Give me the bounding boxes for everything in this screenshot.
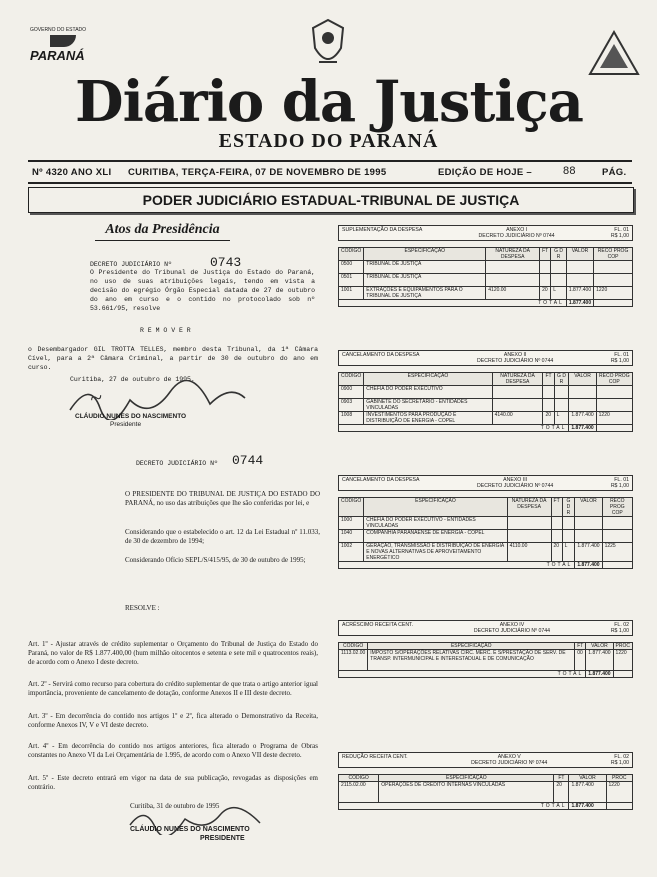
decree-1-signer: CLÁUDIO NUNES DO NASCIMENTO <box>75 413 187 420</box>
anexo5-folio: FL. 02 <box>614 754 629 760</box>
anexo3-col-header: RECO PROG COP <box>602 498 632 517</box>
anexo2-table <box>338 372 633 432</box>
anexo1-cell: 0501 <box>339 274 364 287</box>
anexo3-cell <box>551 517 562 530</box>
anexo1-cell: 20 <box>540 287 551 300</box>
anexo4-col-header: VALOR <box>586 643 613 650</box>
masthead-title: Diário da Justiça <box>75 69 583 135</box>
anexo2-cell <box>569 386 596 399</box>
anexo2-title: ANEXO II <box>503 352 527 358</box>
anexo3-cell <box>602 530 632 543</box>
anexo2-row <box>339 399 633 412</box>
anexo4-cell: 1113.02.00 <box>339 650 368 671</box>
anexo4-header-right <box>611 622 629 634</box>
decree-2-role: PRESIDENTE <box>200 835 245 842</box>
anexo3-col-header: ESPECIFICAÇÃO <box>364 498 507 517</box>
anexo3-cell <box>507 517 551 530</box>
anexo3-cell <box>562 517 575 530</box>
anexo4-total-label: TOTAL <box>339 671 586 678</box>
anexo5-col-header: PROC <box>606 775 632 782</box>
anexo4-col-header: ESPECIFICAÇÃO <box>368 643 575 650</box>
anexo3-row <box>339 543 633 562</box>
anexo3-unit: R$ 1,00 <box>610 483 629 489</box>
decree-1-body: O Presidente do Tribunal de Justiça do Estado do Paraná, no uso de suas atribuições legais, tendo em vista a decisão do egrégio Órgão Especial datada de 27 de outubro do ano em curso e o contido no protocolado sob nº 53.661/95, resolve <box>90 269 315 312</box>
anexo4-col-header: FT <box>575 643 586 650</box>
anexo1-table <box>338 247 633 307</box>
anexo1-header-mid <box>479 227 555 239</box>
anexo3-cell: 1.877.400 <box>575 543 602 562</box>
anexo2-total-empty <box>596 425 632 432</box>
anexo5-header-mid <box>471 754 547 766</box>
anexo5-row <box>339 782 633 803</box>
decree-1-role: Presidente <box>110 421 142 428</box>
anexo3-cell: 1002 <box>339 543 364 562</box>
anexo4-col-header: PROC <box>613 643 632 650</box>
issue-number: Nº 4320 ANO XLI <box>32 167 112 178</box>
anexo2-row <box>339 412 633 425</box>
annex-3 <box>338 475 633 569</box>
anexo1-col-header: ESPECIFICAÇÃO <box>364 248 486 261</box>
anexo3-col-header: NATUREZA DA DESPESA <box>507 498 551 517</box>
anexo1-col-header: NATUREZA DA DESPESA <box>486 248 540 261</box>
anexo5-title: ANEXO V <box>497 754 521 760</box>
anexo5-total-empty <box>606 803 632 810</box>
anexo3-cell <box>562 530 575 543</box>
anexo1-total-label: TOTAL <box>339 300 567 307</box>
anexo3-total-row <box>339 562 633 569</box>
anexo3-col-header: FT <box>551 498 562 517</box>
anexo5-total-value: 1.877.400 <box>569 803 606 810</box>
anexo4-header-mid <box>474 622 550 634</box>
anexo1-col-header: RECO PROG COP <box>594 248 633 261</box>
anexo3-cell: COMPANHIA PARANAENSE DE ENERGIA - COPEL <box>364 530 507 543</box>
anexo2-cell <box>554 399 569 412</box>
decree-2-c2: Considerando Ofício SEPL/S/415/95, de 30 de outubro de 1995; <box>125 556 306 564</box>
anexo1-total-empty <box>594 300 633 307</box>
anexo3-folio: FL. 01 <box>614 477 629 483</box>
anexo2-decree: DECRETO JUDICIÁRIO Nº 0744 <box>477 358 554 364</box>
anexo3-row <box>339 530 633 543</box>
anexo4-type: ACRÉSCIMO RECEITA CENT. <box>342 622 414 628</box>
anexo2-cell <box>492 386 543 399</box>
edition-label: EDIÇÃO DE HOJE – <box>438 167 533 178</box>
anexo1-cell: 4120.00 <box>486 287 540 300</box>
decree-2-signer: CLÁUDIO NUNES DO NASCIMENTO <box>130 826 250 833</box>
anexo2-col-header: G D R <box>554 373 569 386</box>
decree-2-label: DECRETO JUDICIÁRIO Nº <box>136 460 218 467</box>
anexo3-cell: 4110.00 <box>507 543 551 562</box>
anexo5-total-row <box>339 803 633 810</box>
anexo2-cell: CHEFIA DO PODER EXECUTIVO <box>364 386 492 399</box>
anexo1-cell <box>540 261 551 274</box>
anexo1-cell <box>540 274 551 287</box>
anexo2-total-label: TOTAL <box>339 425 569 432</box>
anexo1-header-right <box>611 227 629 239</box>
anexo2-col-header: FT <box>543 373 554 386</box>
anexo2-cell: 1008 <box>339 412 364 425</box>
anexo3-header-right <box>611 477 629 489</box>
masthead-subtitle: ESTADO DO PARANÁ <box>218 130 439 152</box>
signature-1: ~ <box>88 384 104 411</box>
anexo5-header-right <box>611 754 629 766</box>
annex-1 <box>338 225 633 307</box>
anexo1-cell <box>551 261 567 274</box>
anexo5-col-header: ESPECIFICAÇÃO <box>379 775 554 782</box>
anexo5-cell: OPERAÇÕES DE CRÉDITO INTERNAS VINCULADAS <box>379 782 554 803</box>
annex-4 <box>338 620 633 678</box>
anexo4-cell: IMPOSTO S/OPERAÇÕES RELATIVAS CIRC. MERC. E S/PRESTAÇÃO DE SERV. DE TRANSP. INTERMUNICIPAL E INTERESTADUAL E DE COMUNICAÇÃO <box>368 650 575 671</box>
anexo1-col-header: FT <box>540 248 551 261</box>
anexo5-unit: R$ 1,00 <box>610 760 629 766</box>
anexo5-cell: 20 <box>554 782 569 803</box>
anexo1-cell <box>486 274 540 287</box>
page-count: 88 <box>563 165 576 177</box>
anexo1-cell: TRIBUNAL DE JUSTIÇA <box>364 274 486 287</box>
anexo3-total-label: TOTAL <box>339 562 575 569</box>
anexo1-cell: 0500 <box>339 261 364 274</box>
anexo3-col-header: G D R <box>562 498 575 517</box>
decree-2-intro: O PRESIDENTE DO TRIBUNAL DE JUSTIÇA DO ESTADO DO PARANÁ, no uso das atribuições que lhe são conferidas por lei, e <box>125 490 320 507</box>
anexo3-total-value: 1.877.400 <box>575 562 602 569</box>
anexo3-cell <box>575 517 602 530</box>
anexo2-cell: 0903 <box>339 399 364 412</box>
anexo2-cell: 0900 <box>339 386 364 399</box>
anexo3-header-row <box>339 498 633 517</box>
government-logo <box>30 27 110 67</box>
anexo3-col-header: CÓDIGO <box>339 498 364 517</box>
anexo1-header-row <box>339 248 633 261</box>
anexo2-folio: FL. 01 <box>614 352 629 358</box>
anexo5-cell: 1220 <box>606 782 632 803</box>
anexo2-cell <box>543 386 554 399</box>
anexo3-table <box>338 497 633 569</box>
anexo1-total-row <box>339 300 633 307</box>
anexo2-row <box>339 386 633 399</box>
anexo2-cell <box>492 399 543 412</box>
anexo4-folio: FL. 02 <box>614 622 629 628</box>
anexo5-table <box>338 774 633 810</box>
anexo3-cell <box>507 530 551 543</box>
anexo4-header-row <box>339 643 633 650</box>
anexo2-total-value: 1.877.400 <box>569 425 596 432</box>
anexo4-total-value: 1.877.400 <box>586 671 613 678</box>
anexo1-cell <box>594 261 633 274</box>
anexo3-cell: 1000 <box>339 517 364 530</box>
anexo2-type: CANCELAMENTO DA DESPESA <box>342 352 420 358</box>
anexo3-total-empty <box>602 562 632 569</box>
anexo2-col-header: VALOR <box>569 373 596 386</box>
anexo5-decree: DECRETO JUDICIÁRIO Nº 0744 <box>471 760 548 766</box>
decree-2-art3: Art. 3º - Em decorrência do contido nos artigos 1º e 2º, fica alterado o Demonstrativo da Receita, conforme Anexos IV, V e VI deste decreto. <box>28 712 318 729</box>
anexo1-cell: TRIBUNAL DE JUSTIÇA <box>364 261 486 274</box>
anexo3-decree: DECRETO JUDICIÁRIO Nº 0744 <box>477 483 554 489</box>
anexo2-cell <box>596 399 632 412</box>
anexo1-type: SUPLEMENTAÇÃO DA DESPESA <box>342 227 423 233</box>
anexo1-unit: R$ 1,00 <box>610 233 629 239</box>
anexo2-cell <box>554 386 569 399</box>
anexo5-cell: 2115.02.00 <box>339 782 379 803</box>
anexo1-cell <box>486 261 540 274</box>
anexo5-header <box>338 752 633 768</box>
anexo2-header-right <box>611 352 629 364</box>
anexo4-title: ANEXO IV <box>499 622 525 628</box>
anexo2-header-row <box>339 373 633 386</box>
anexo1-decree: DECRETO JUDICIÁRIO Nº 0744 <box>478 233 555 239</box>
anexo1-col-header: VALOR <box>566 248 593 261</box>
anexo4-cell: 1.877.400 <box>586 650 613 671</box>
section-heading: Atos da Presidência <box>95 222 230 241</box>
anexo3-title: ANEXO III <box>503 477 528 483</box>
anexo4-header-left <box>342 622 413 634</box>
decree-1-label: DECRETO JUDICIÁRIO Nº <box>90 261 172 268</box>
anexo4-total-row <box>339 671 633 678</box>
anexo2-cell: INVESTIMENTOS PARA PRODUÇÃO E DISTRIBUIÇÃO DE ENERGIA - COPEL <box>364 412 492 425</box>
anexo1-cell <box>551 274 567 287</box>
anexo2-header-mid <box>477 352 553 364</box>
anexo1-folio: FL. 01 <box>614 227 629 233</box>
decree-2-art4: Art. 4º - Em decorrência do contido nos artigos anteriores, fica alterado o Programa de Obras constantes no Anexo VI da Lei Orçamentária de 1.995, de acordo com o Anexo VII deste decreto. <box>28 742 318 759</box>
anexo5-total-label: TOTAL <box>339 803 569 810</box>
decree-2-c1: Considerando que o estabelecido o art. 12 da Lei Estadual nº 11.033, de 30 de dezembro de 1994; <box>125 528 320 545</box>
anexo5-col-header: VALOR <box>569 775 606 782</box>
anexo5-cell: 1.877.400 <box>569 782 606 803</box>
decree-1-action: R E M O V E R <box>140 327 191 334</box>
anexo1-cell <box>566 261 593 274</box>
anexo2-cell: GABINETE DO SECRETÁRIO - ENTIDADES VINCULADAS <box>364 399 492 412</box>
anexo4-row <box>339 650 633 671</box>
annex-2 <box>338 350 633 432</box>
decree-2-number: 0744 <box>232 453 264 468</box>
anexo2-cell: 1220 <box>596 412 632 425</box>
anexo2-cell <box>543 399 554 412</box>
anexo1-cell: EXTRAÇÕES E EQUIPAMENTOS PARA O TRIBUNAL DE JUSTIÇA <box>364 287 486 300</box>
anexo2-cell: 4140.00 <box>492 412 543 425</box>
anexo2-cell <box>596 386 632 399</box>
anexo2-col-header: CÓDIGO <box>339 373 364 386</box>
section-banner: PODER JUDICIÁRIO ESTADUAL-TRIBUNAL DE JUSTIÇA <box>28 187 634 213</box>
anexo3-cell: CHEFIA DO PODER EXECUTIVO - ENTIDADES VINCULADAS <box>364 517 507 530</box>
anexo4-header <box>338 620 633 636</box>
anexo3-cell: 20 <box>551 543 562 562</box>
anexo3-cell: L <box>562 543 575 562</box>
anexo3-type: CANCELAMENTO DA DESPESA <box>342 477 420 483</box>
anexo5-col-header: FT <box>554 775 569 782</box>
anexo5-header-row <box>339 775 633 782</box>
anexo1-row <box>339 274 633 287</box>
anexo1-cell: L <box>551 287 567 300</box>
anexo4-cell: 1220 <box>613 650 632 671</box>
anexo4-cell: 00 <box>575 650 586 671</box>
anexo1-total-value: 1.877.400 <box>566 300 593 307</box>
anexo1-cell <box>594 274 633 287</box>
anexo3-cell <box>575 530 602 543</box>
anexo3-cell <box>602 517 632 530</box>
anexo5-header-left <box>342 754 408 766</box>
anexo4-table <box>338 642 633 678</box>
decree-2-art1: Art. 1º - Ajustar através de crédito suplementar o Orçamento do Tribunal de Justiça do Estado do Paraná, no valor de R$ 1.877.400,00 (hum milhão oitocentos e setenta e sete mil e quatrocentos reais), de acordo com o Anexo I deste decreto. <box>28 640 318 666</box>
coat-of-arms-icon <box>305 18 351 74</box>
anexo3-cell: 1040 <box>339 530 364 543</box>
anexo1-header <box>338 225 633 241</box>
anexo2-cell: L <box>554 412 569 425</box>
government-emblem-icon <box>50 35 76 47</box>
anexo1-col-header: CÓDIGO <box>339 248 364 261</box>
anexo2-cell <box>569 399 596 412</box>
annex-5 <box>338 752 633 810</box>
decree-2-art2: Art. 2º - Servirá como recurso para cobertura do crédito suplementar de que trata o artigo anterior igual importância, proveniente de cancelamento de dotação, conforme Anexos II e III deste decreto. <box>28 680 318 697</box>
anexo5-type: REDUÇÃO RECEITA CENT. <box>342 754 408 760</box>
anexo1-col-header: G D R <box>551 248 567 261</box>
anexo3-header-left <box>342 477 419 489</box>
anexo1-row <box>339 261 633 274</box>
anexo4-decree: DECRETO JUDICIÁRIO Nº 0744 <box>473 628 551 634</box>
government-label: GOVERNO DO ESTADO <box>30 27 87 33</box>
decree-2-resolve: RESOLVE : <box>125 604 160 612</box>
anexo3-cell <box>551 530 562 543</box>
anexo3-col-header: VALOR <box>575 498 602 517</box>
anexo4-col-header: CÓDIGO <box>339 643 368 650</box>
decree-1-number: 0743 <box>210 255 242 270</box>
decree-2-place: Curitiba, 31 de outubro de 1995 <box>130 802 220 810</box>
anexo1-cell: 1001 <box>339 287 364 300</box>
anexo3-row <box>339 517 633 530</box>
anexo1-title: ANEXO I <box>506 227 528 233</box>
anexo2-cell: 20 <box>543 412 554 425</box>
anexo2-header-left <box>342 352 419 364</box>
anexo1-cell <box>566 274 593 287</box>
page-label: PÁG. <box>602 167 627 178</box>
government-name: PARANÁ <box>30 48 85 63</box>
anexo2-header <box>338 350 633 366</box>
anexo3-header-mid <box>477 477 553 489</box>
anexo2-unit: R$ 1,00 <box>610 358 629 364</box>
anexo2-col-header: ESPECIFICAÇÃO <box>364 373 492 386</box>
anexo1-row <box>339 287 633 300</box>
anexo2-col-header: RECO PROG COP <box>596 373 632 386</box>
anexo4-total-empty <box>613 671 632 678</box>
anexo2-cell: 1.877.400 <box>569 412 596 425</box>
decree-2-art5: Art. 5º - Este decreto entrará em vigor na data de sua publicação, revogadas as disposições em contrário. <box>28 774 318 791</box>
anexo3-header <box>338 475 633 491</box>
anexo2-col-header: NATUREZA DA DESPESA <box>492 373 543 386</box>
place-date: CURITIBA, TERÇA-FEIRA, 07 DE NOVEMBRO DE 1995 <box>128 167 387 178</box>
decree-1-place: Curitiba, 27 de outubro de 1995. <box>70 376 195 383</box>
dateline <box>28 160 632 184</box>
decree-1-text: o Desembargador GIL TROTTA TELLES, membro desta Tribunal, da 1ª Câmara Cível, para a 2ª Câmara Criminal, a partir de 30 de outubro do ano em curso. <box>28 346 318 371</box>
anexo1-cell: 1220 <box>594 287 633 300</box>
anexo2-total-row <box>339 425 633 432</box>
anexo3-cell: GERAÇÃO, TRANSMISSÃO E DISTRIBUIÇÃO DE ENERGIA E NOVAS ALTERNATIVAS DE APROVEITAMENTO ENERGÉTICO <box>364 543 507 562</box>
anexo4-unit: R$ 1,00 <box>610 628 629 634</box>
anexo3-cell: 1225 <box>602 543 632 562</box>
anexo1-cell: 1.877.400 <box>566 287 593 300</box>
anexo5-col-header: CÓDIGO <box>339 775 379 782</box>
anexo1-header-left <box>342 227 422 239</box>
